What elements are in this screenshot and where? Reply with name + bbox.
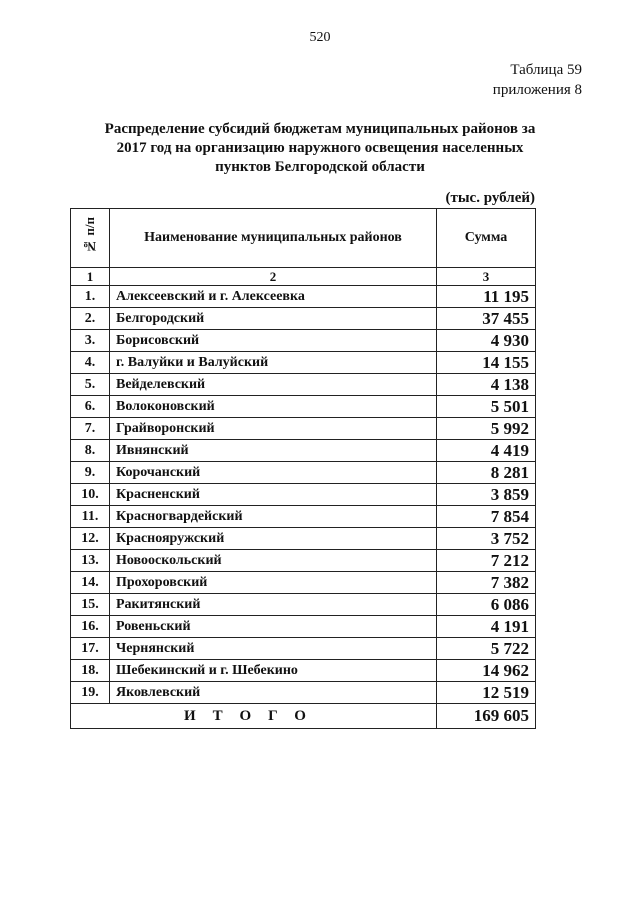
document-title bbox=[80, 120, 560, 177]
row-number: 4. bbox=[71, 352, 110, 374]
title-line1: Распределение субсидий бюджетам муниципальных районов за bbox=[104, 121, 536, 137]
row-number: 7. bbox=[71, 418, 110, 440]
total-row bbox=[71, 704, 536, 729]
table-row bbox=[71, 286, 536, 308]
row-number: 17. bbox=[71, 638, 110, 660]
table-row bbox=[71, 462, 536, 484]
row-number: 5. bbox=[71, 374, 110, 396]
table-reference bbox=[493, 60, 582, 100]
total-label: ИТОГО bbox=[71, 704, 437, 729]
subsidy-sum: 3 752 bbox=[437, 528, 536, 550]
row-number: 10. bbox=[71, 484, 110, 506]
table-row bbox=[71, 616, 536, 638]
table-row bbox=[71, 396, 536, 418]
row-number: 13. bbox=[71, 550, 110, 572]
district-name: Корочанский bbox=[110, 462, 437, 484]
subsidy-sum: 5 722 bbox=[437, 638, 536, 660]
row-number: 14. bbox=[71, 572, 110, 594]
subsidy-sum: 4 138 bbox=[437, 374, 536, 396]
table-row bbox=[71, 528, 536, 550]
subsidy-sum: 37 455 bbox=[437, 308, 536, 330]
column-index-row bbox=[71, 268, 536, 286]
subsidy-sum: 8 281 bbox=[437, 462, 536, 484]
row-number: 1. bbox=[71, 286, 110, 308]
index-cell: 3 bbox=[437, 268, 536, 286]
row-number: 15. bbox=[71, 594, 110, 616]
district-name: Грайворонский bbox=[110, 418, 437, 440]
subsidy-table bbox=[70, 208, 536, 729]
row-number: 11. bbox=[71, 506, 110, 528]
row-number: 12. bbox=[71, 528, 110, 550]
row-number: 6. bbox=[71, 396, 110, 418]
subsidy-sum: 4 419 bbox=[437, 440, 536, 462]
district-name: Ровеньский bbox=[110, 616, 437, 638]
row-number: 19. bbox=[71, 682, 110, 704]
table-row bbox=[71, 660, 536, 682]
district-name: Ивнянский bbox=[110, 440, 437, 462]
district-name: Алексеевский и г. Алексеевка bbox=[110, 286, 437, 308]
table-row bbox=[71, 594, 536, 616]
table-row bbox=[71, 374, 536, 396]
subsidy-sum: 14 962 bbox=[437, 660, 536, 682]
table-row bbox=[71, 572, 536, 594]
district-name: Краснояружский bbox=[110, 528, 437, 550]
table-row bbox=[71, 550, 536, 572]
district-name: Чернянский bbox=[110, 638, 437, 660]
district-name: Шебекинский и г. Шебекино bbox=[110, 660, 437, 682]
table-row bbox=[71, 682, 536, 704]
district-name: Ракитянский bbox=[110, 594, 437, 616]
district-name: г. Валуйки и Валуйский bbox=[110, 352, 437, 374]
subsidy-sum: 5 992 bbox=[437, 418, 536, 440]
row-number: 3. bbox=[71, 330, 110, 352]
table-row bbox=[71, 484, 536, 506]
district-name: Волоконовский bbox=[110, 396, 437, 418]
district-name: Яковлевский bbox=[110, 682, 437, 704]
subsidy-sum: 12 519 bbox=[437, 682, 536, 704]
header-sum: Сумма bbox=[437, 209, 536, 268]
table-header-row bbox=[71, 209, 536, 268]
subsidy-sum: 14 155 bbox=[437, 352, 536, 374]
district-name: Красногвардейский bbox=[110, 506, 437, 528]
subsidy-sum: 5 501 bbox=[437, 396, 536, 418]
subsidy-sum: 3 859 bbox=[437, 484, 536, 506]
district-name: Красненский bbox=[110, 484, 437, 506]
table-row bbox=[71, 638, 536, 660]
units-label: (тыс. рублей) bbox=[445, 190, 535, 206]
district-name: Новооскольский bbox=[110, 550, 437, 572]
title-line3: пунктов Белгородской области bbox=[215, 159, 425, 175]
table-ref-line1: Таблица 59 bbox=[510, 62, 582, 78]
row-number: 9. bbox=[71, 462, 110, 484]
table-row bbox=[71, 440, 536, 462]
district-name: Белгородский bbox=[110, 308, 437, 330]
header-num bbox=[71, 209, 110, 268]
subsidy-sum: 7 854 bbox=[437, 506, 536, 528]
table-row bbox=[71, 352, 536, 374]
index-cell: 2 bbox=[110, 268, 437, 286]
index-cell: 1 bbox=[71, 268, 110, 286]
district-name: Прохоровский bbox=[110, 572, 437, 594]
subsidy-sum: 4 191 bbox=[437, 616, 536, 638]
row-number: 2. bbox=[71, 308, 110, 330]
header-num-label: № п/п bbox=[82, 217, 97, 254]
page-number: 520 bbox=[309, 30, 331, 45]
table-row bbox=[71, 506, 536, 528]
table-row bbox=[71, 308, 536, 330]
row-number: 8. bbox=[71, 440, 110, 462]
table-row bbox=[71, 330, 536, 352]
row-number: 18. bbox=[71, 660, 110, 682]
subsidy-sum: 7 382 bbox=[437, 572, 536, 594]
row-number: 16. bbox=[71, 616, 110, 638]
subsidy-sum: 7 212 bbox=[437, 550, 536, 572]
district-name: Вейделевский bbox=[110, 374, 437, 396]
table-row bbox=[71, 418, 536, 440]
title-line2: 2017 год на организацию наружного освещения населенных bbox=[116, 140, 524, 156]
district-name: Борисовский bbox=[110, 330, 437, 352]
subsidy-sum: 4 930 bbox=[437, 330, 536, 352]
subsidy-sum: 6 086 bbox=[437, 594, 536, 616]
total-sum: 169 605 bbox=[437, 704, 536, 729]
table-ref-line2: приложения 8 bbox=[492, 82, 582, 98]
subsidy-sum: 11 195 bbox=[437, 286, 536, 308]
header-name: Наименование муниципальных районов bbox=[110, 209, 437, 268]
